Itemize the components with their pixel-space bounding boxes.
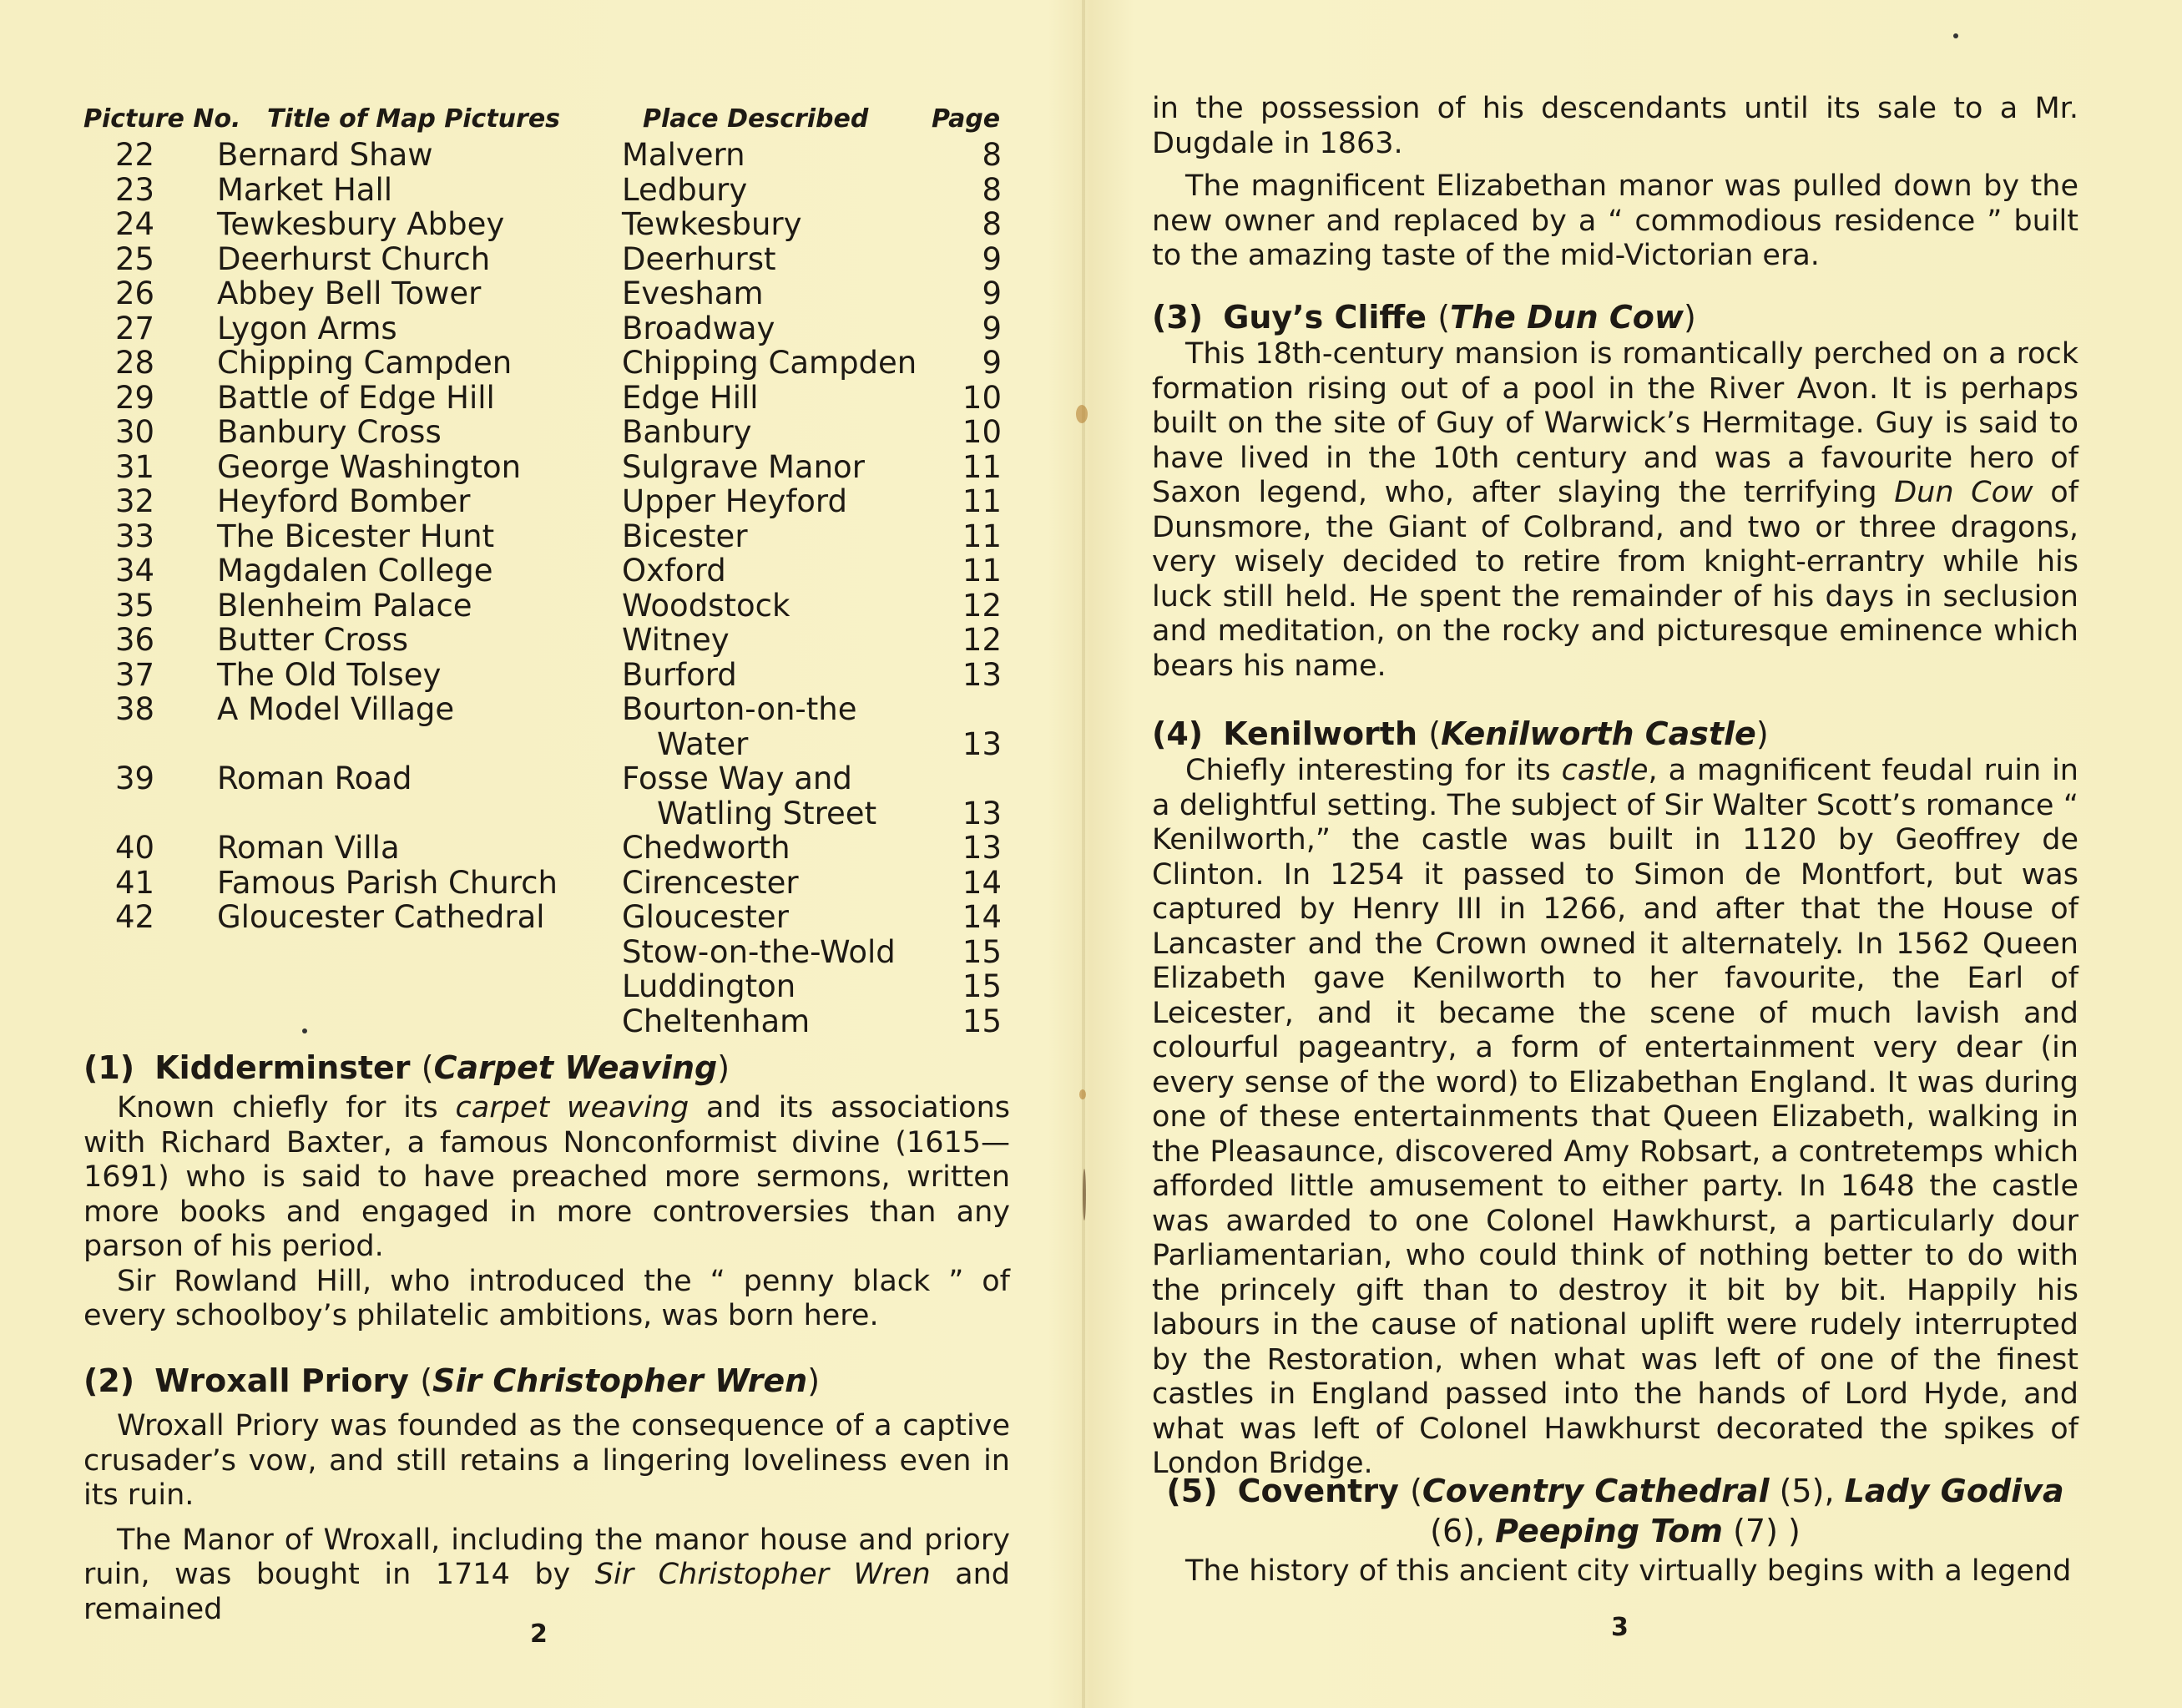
picture-number: 31 bbox=[115, 448, 155, 485]
paragraph: The Manor of Wroxall, including the manor house and priory ruin, was bought in 1714 by Sir Christopher Wren and remained bbox=[83, 1523, 1011, 1626]
section-heading: (4) Kenilworth (Kenilworth Castle) bbox=[1152, 715, 1769, 752]
table-row bbox=[83, 450, 1010, 485]
page-ref: 9 bbox=[982, 275, 1002, 311]
page-ref: 15 bbox=[962, 933, 1002, 970]
section-heading: (2) Wroxall Priory (Sir Christopher Wren) bbox=[83, 1362, 821, 1399]
picture-number: 32 bbox=[115, 483, 155, 519]
section-heading: (3) Guy’s Cliffe (The Dun Cow) bbox=[1152, 299, 1696, 336]
page-ref: 11 bbox=[962, 553, 1002, 589]
place-described: Luddington bbox=[622, 968, 796, 1004]
continued-text bbox=[1152, 92, 2078, 274]
print-speck bbox=[302, 1028, 307, 1033]
table-row bbox=[83, 173, 1010, 208]
place-described: Witney bbox=[622, 622, 730, 658]
paragraph: Known chiefly for its carpet weaving and its associations with Richard Baxter, a famous Nonconformist divine (1615—1691) who is said to have preached more sermons, written more books and engaged in more controversies than any parson of his period. bbox=[83, 1091, 1011, 1263]
picture-title: Gloucester Cathedral bbox=[217, 899, 545, 935]
table-row bbox=[83, 415, 1010, 450]
picture-title: Lygon Arms bbox=[217, 310, 397, 346]
paper-stain bbox=[1079, 1089, 1086, 1099]
page-ref: 9 bbox=[982, 310, 1002, 346]
page-ref: 11 bbox=[962, 448, 1002, 485]
place-described: Sulgrave Manor bbox=[622, 448, 865, 485]
page-ref: 8 bbox=[982, 137, 1002, 173]
place-described: Broadway bbox=[622, 310, 775, 346]
table-row bbox=[83, 519, 1010, 554]
table-row bbox=[83, 276, 1010, 311]
section-coventry bbox=[1152, 1471, 2078, 1589]
place-described: Cheltenham bbox=[622, 1003, 811, 1039]
page-ref: 13 bbox=[962, 725, 1002, 762]
page-ref: 10 bbox=[962, 414, 1002, 450]
table-header bbox=[83, 104, 1010, 138]
header-place: Place Described bbox=[643, 104, 869, 134]
page-ref: 8 bbox=[982, 171, 1002, 208]
picture-title: Chipping Campden bbox=[217, 345, 513, 381]
paragraph: Chiefly interesting for its castle, a magnificent feudal ruin in a delightful setting. The subject of Sir Walter Scott’s romance “ Kenilworth,” the castle was built in 1120 by Geoffrey de Clinton. In 1254 it passed to Simon de Montfort, but was captured by Henry III in 1266, and after that the House of Lancaster and the Crown owned it alternately. In 1562 Queen Elizabeth gave Kenilworth to her favourite, the Earl of Leicester, and it became the scene of much lavish and colourful pageantry, a form of entertainment very dear (in every sense of the word) to Elizabethan England. It was during one of these entertainments that Queen Elizabeth, walking in the Pleasaunce, discovered Amy Robsart, a contretemps which afforded little amusement to either party. In 1648 the castle was awarded to one Colonel Hawkhurst, a particularly dour Parliamentarian, who could think of nothing better to do with the princely gift than to destroy it bit by bit. Happily his labours in the cause of national uplift were rudely interrupted by the Restoration, when what was left of one of the finest castles in England passed into the hands of Lord Hyde, and what was left of Colonel Hawkhurst decorated the spikes of London Bridge. bbox=[1152, 754, 2078, 1480]
picture-title: Blenheim Palace bbox=[217, 587, 472, 624]
picture-title: A Model Village bbox=[217, 691, 455, 727]
picture-number: 33 bbox=[115, 518, 155, 554]
paragraph: Sir Rowland Hill, who introduced the “ penny black ” of every schoolboy’s philatelic ambitions, was born here. bbox=[83, 1264, 1010, 1332]
place-described: Bicester bbox=[622, 518, 748, 554]
paragraph: in the possession of his descendants until its sale to a Mr. Dugdale in 1863. bbox=[1152, 92, 2078, 160]
picture-number: 38 bbox=[115, 691, 155, 727]
page-ref: 13 bbox=[962, 830, 1002, 866]
place-described: Bourton-on-the Water bbox=[622, 691, 857, 762]
place-described: Upper Heyford bbox=[622, 483, 847, 519]
page-ref: 13 bbox=[962, 656, 1002, 693]
picture-title: Deerhurst Church bbox=[217, 240, 491, 277]
table-row bbox=[83, 381, 1010, 416]
page-ref: 8 bbox=[982, 206, 1002, 242]
place-described: Deerhurst bbox=[622, 240, 776, 277]
picture-number: 34 bbox=[115, 553, 155, 589]
section-guys-cliffe bbox=[1152, 297, 2078, 684]
page-ref: 9 bbox=[982, 345, 1002, 381]
picture-number: 39 bbox=[115, 761, 155, 796]
picture-number: 24 bbox=[115, 206, 155, 242]
paragraph: The history of this ancient city virtually begins with a legend bbox=[1185, 1554, 2072, 1588]
table-row bbox=[83, 346, 1010, 381]
picture-title: Battle of Edge Hill bbox=[217, 379, 495, 416]
picture-number: 25 bbox=[115, 240, 155, 277]
place-described: Stow-on-the-Wold bbox=[622, 933, 896, 970]
table-row bbox=[83, 658, 1010, 693]
table-row bbox=[83, 1004, 1010, 1039]
picture-title: Roman Road bbox=[217, 761, 412, 796]
paragraph: Wroxall Priory was founded as the consequence of a captive crusader’s vow, and still retains a lingering loveliness even in its ruin. bbox=[83, 1409, 1010, 1512]
print-speck bbox=[1953, 33, 1958, 38]
picture-number: 23 bbox=[115, 171, 155, 208]
place-described: Malvern bbox=[622, 137, 745, 173]
paragraph: This 18th-century mansion is romantically perched on a rock formation rising out of a pool in the River Avon. It is perhaps built on the site of Guy of Warwick’s Hermitage. Guy is said to have lived in the 10th century and was a favourite hero of Saxon legend, who, after slaying the terrifying Dun Cow of Dunsmore, the Giant of Colbrand, and two or three dragons, very wisely decided to retire from knight-errantry while his luck still held. He spent the remainder of his days in seclusion and meditation, on the rocky and picturesque eminence which bears his name. bbox=[1152, 337, 2078, 683]
page-ref: 11 bbox=[962, 483, 1002, 519]
table-row bbox=[83, 692, 1010, 761]
place-described: Tewkesbury bbox=[622, 206, 802, 242]
picture-number: 37 bbox=[115, 656, 155, 693]
picture-title: Tewkesbury Abbey bbox=[217, 206, 505, 242]
picture-title: Magdalen College bbox=[217, 553, 493, 589]
picture-number: 36 bbox=[115, 622, 155, 658]
picture-title: Bernard Shaw bbox=[217, 137, 433, 173]
section-wroxall-priory bbox=[83, 1361, 1010, 1627]
section-heading: (5) Coventry (Coventry Cathedral (5), Lady Godiva (6), Peeping Tom (7) ) bbox=[1166, 1473, 2064, 1549]
picture-number: 41 bbox=[115, 864, 155, 901]
page-ref: 15 bbox=[962, 1003, 1002, 1039]
page-ref: 14 bbox=[962, 899, 1002, 935]
place-described: Cirencester bbox=[622, 864, 799, 901]
table-row bbox=[83, 484, 1010, 519]
table-row bbox=[83, 553, 1010, 589]
place-described: Banbury bbox=[622, 414, 752, 450]
picture-number: 27 bbox=[115, 310, 155, 346]
place-described: Chipping Campden bbox=[622, 345, 917, 381]
picture-number: 29 bbox=[115, 379, 155, 416]
picture-title: Abbey Bell Tower bbox=[217, 275, 482, 311]
place-described: Ledbury bbox=[622, 171, 748, 208]
page-ref: 12 bbox=[962, 587, 1002, 624]
picture-number: 26 bbox=[115, 275, 155, 311]
table-row bbox=[83, 207, 1010, 242]
page-number: 3 bbox=[1611, 1613, 1629, 1642]
picture-number: 22 bbox=[115, 137, 155, 173]
page-ref: 15 bbox=[962, 968, 1002, 1004]
place-described: Chedworth bbox=[622, 830, 790, 866]
table-row bbox=[83, 900, 1010, 935]
section-kidderminster bbox=[83, 1048, 1010, 1334]
page-ref: 11 bbox=[962, 518, 1002, 554]
picture-number: 40 bbox=[115, 830, 155, 866]
place-described: Evesham bbox=[622, 275, 764, 311]
table-row bbox=[83, 866, 1010, 901]
table-row bbox=[83, 138, 1010, 173]
picture-title: Famous Parish Church bbox=[217, 864, 558, 901]
picture-title: Banbury Cross bbox=[217, 414, 442, 450]
map-pictures-table bbox=[83, 138, 1010, 1038]
picture-title: George Washington bbox=[217, 448, 522, 485]
table-row bbox=[83, 969, 1010, 1004]
picture-title: Butter Cross bbox=[217, 622, 409, 658]
table-row bbox=[83, 242, 1010, 277]
table-row bbox=[83, 935, 1010, 970]
paragraph: The magnificent Elizabethan manor was pulled down by the new owner and replaced by a “ commodious residence ” built to the amazing taste of the mid-Victorian era. bbox=[1152, 169, 2078, 272]
table-row bbox=[83, 761, 1010, 831]
picture-number: 42 bbox=[115, 899, 155, 935]
place-described: Oxford bbox=[622, 553, 726, 589]
place-described: Burford bbox=[622, 656, 737, 693]
table-row bbox=[83, 311, 1010, 346]
picture-title: The Old Tolsey bbox=[217, 656, 442, 693]
table-row bbox=[83, 623, 1010, 658]
picture-title: The Bicester Hunt bbox=[217, 518, 495, 554]
picture-number: 30 bbox=[115, 414, 155, 450]
header-page: Page bbox=[932, 104, 1001, 134]
page-ref: 13 bbox=[962, 795, 1002, 831]
page-fold bbox=[1082, 0, 1085, 1708]
picture-number: 35 bbox=[115, 587, 155, 624]
page-ref: 9 bbox=[982, 240, 1002, 277]
page-ref: 14 bbox=[962, 864, 1002, 901]
picture-title: Roman Villa bbox=[217, 830, 400, 866]
table-row bbox=[83, 831, 1010, 866]
place-described: Woodstock bbox=[622, 587, 790, 624]
place-described: Edge Hill bbox=[622, 379, 759, 416]
paper-crease bbox=[1083, 1169, 1086, 1220]
section-heading: (1) Kidderminster (Carpet Weaving) bbox=[83, 1049, 730, 1086]
paper-stain bbox=[1076, 405, 1088, 423]
picture-number: 28 bbox=[115, 345, 155, 381]
table-row bbox=[83, 589, 1010, 624]
place-described: Gloucester bbox=[622, 899, 789, 935]
picture-title: Heyford Bomber bbox=[217, 483, 471, 519]
page-number: 2 bbox=[530, 1620, 548, 1649]
page-ref: 10 bbox=[962, 379, 1002, 416]
page-ref: 12 bbox=[962, 622, 1002, 658]
place-described: Fosse Way and Watling Street bbox=[622, 761, 877, 831]
header-title: Title of Map Pictures bbox=[267, 104, 561, 134]
header-picture-no: Picture No. bbox=[83, 104, 241, 134]
picture-title: Market Hall bbox=[217, 171, 393, 208]
section-kenilworth bbox=[1152, 714, 2078, 1482]
